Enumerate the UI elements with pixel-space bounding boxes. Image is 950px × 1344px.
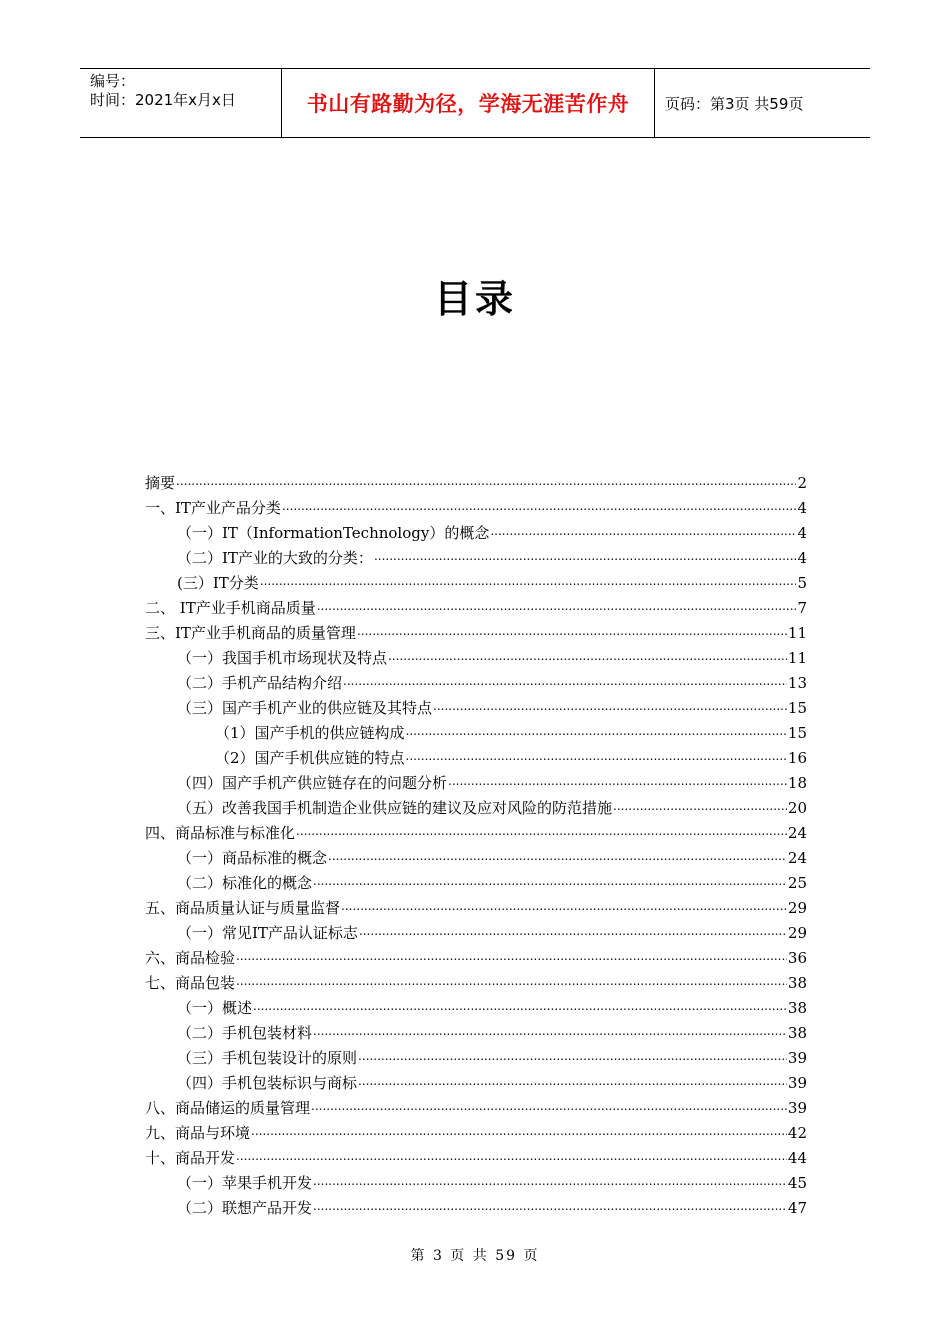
- toc-entry-page: 25: [787, 874, 807, 892]
- toc-entry-text: 十、商品开发: [145, 1149, 236, 1167]
- toc-entry-text: 八、商品储运的质量管理: [145, 1099, 311, 1117]
- toc-entry-page: 45: [787, 1174, 807, 1192]
- toc-entry-page: 39: [787, 1074, 807, 1092]
- toc-entry-text: 四、商品标准与标准化: [145, 824, 296, 842]
- toc-entry-page: 39: [787, 1049, 807, 1067]
- toc-leader-dots: [176, 463, 796, 488]
- toc-entry-text: （一）商品标准的概念: [177, 849, 328, 867]
- toc-leader-dots: [236, 938, 787, 963]
- toc-entry-page: 38: [787, 999, 807, 1017]
- toc-entry-page: 5: [797, 574, 807, 592]
- toc-entry-page: 29: [787, 899, 807, 917]
- toc-entry-text: （2）国产手机供应链的特点: [215, 749, 405, 767]
- toc-leader-dots: [341, 888, 787, 913]
- page-header: [80, 68, 870, 138]
- toc-leader-dots: [251, 1113, 787, 1138]
- toc-leader-dots: [236, 1138, 787, 1163]
- toc-leader-dots: [311, 1088, 787, 1113]
- toc-leader-dots: [406, 713, 787, 738]
- toc-leader-dots: [448, 763, 787, 788]
- header-page-label: 页码：第3页 共59页: [665, 94, 804, 113]
- toc-entry-text: 九、商品与环境: [145, 1124, 251, 1142]
- toc-entry-page: 36: [787, 949, 807, 967]
- page-footer: 第 3 页 共 59 页: [410, 1248, 540, 1264]
- toc-leader-dots: [253, 988, 787, 1013]
- toc-entry-text: （一）我国手机市场现状及特点: [177, 649, 388, 667]
- toc-entry-text: 七、商品包装: [145, 974, 236, 992]
- toc-entry-page: 4: [797, 549, 807, 567]
- toc-entry-page: 29: [787, 924, 807, 942]
- toc-entry-text: （一）概述: [177, 999, 253, 1017]
- toc-entry-page: 24: [787, 849, 807, 867]
- toc-leader-dots: [260, 563, 797, 588]
- toc-entry-text: (三）IT分类: [177, 574, 259, 592]
- toc-entry-page: 11: [787, 624, 807, 642]
- toc-entry[interactable]: [145, 1163, 807, 1192]
- toc-leader-dots: [357, 613, 787, 638]
- toc-entry-text: 一、IT产业产品分类: [145, 499, 281, 517]
- header-meta: [80, 69, 282, 137]
- toc-leader-dots: [388, 638, 787, 663]
- toc-leader-dots: [328, 838, 787, 863]
- toc-entry-page: 24: [787, 824, 807, 842]
- number-label: 编号：: [90, 72, 136, 90]
- toc-entry-text: （三）手机包装设计的原则: [177, 1049, 358, 1067]
- toc-entry-page: 16: [787, 749, 807, 767]
- header-page-cell: [655, 69, 870, 137]
- toc-entry-page: 15: [787, 699, 807, 717]
- toc-entry-page: 7: [797, 599, 807, 617]
- table-of-contents: [145, 463, 807, 1217]
- toc-leader-dots: [374, 538, 797, 563]
- toc-entry-text: （四）国产手机产供应链存在的问题分析: [177, 774, 448, 792]
- toc-entry-text: 六、商品检验: [145, 949, 236, 967]
- toc-leader-dots: [296, 813, 787, 838]
- toc-entry[interactable]: [145, 463, 807, 492]
- toc-entry-page: 4: [797, 524, 807, 542]
- toc-entry-text: （五）改善我国手机制造企业供应链的建议及应对风险的防范措施: [177, 799, 613, 817]
- toc-entry-text: （二）标准化的概念: [177, 874, 313, 892]
- toc-entry-page: 18: [787, 774, 807, 792]
- toc-leader-dots: [358, 1063, 787, 1088]
- toc-leader-dots: [490, 513, 796, 538]
- toc-leader-dots: [358, 1038, 787, 1063]
- toc-entry-text: （三）国产手机产业的供应链及其特点: [177, 699, 433, 717]
- toc-entry[interactable]: [145, 938, 807, 967]
- toc-entry-text: （二）联想产品开发: [177, 1199, 313, 1217]
- toc-entry-text: （一）苹果手机开发: [177, 1174, 313, 1192]
- toc-entry-text: 五、商品质量认证与质量监督: [145, 899, 341, 917]
- toc-leader-dots: [313, 863, 787, 888]
- toc-leader-dots: [236, 963, 787, 988]
- toc-entry-page: 11: [787, 649, 807, 667]
- time-label: 时间：2021年x月x日: [90, 91, 236, 109]
- toc-entry[interactable]: [145, 488, 807, 517]
- toc-leader-dots: [613, 788, 787, 813]
- toc-entry-page: 15: [787, 724, 807, 742]
- toc-entry-page: 47: [787, 1199, 807, 1217]
- toc-entry-text: （一）常见IT产品认证标志: [177, 924, 358, 942]
- toc-entry-page: 38: [787, 1024, 807, 1042]
- toc-entry-text: （二）手机产品结构介绍: [177, 674, 343, 692]
- toc-entry-page: 20: [787, 799, 807, 817]
- header-motto-cell: [282, 69, 655, 137]
- toc-leader-dots: [433, 688, 787, 713]
- toc-entry-page: 38: [787, 974, 807, 992]
- toc-entry-text: 摘要: [145, 474, 176, 492]
- toc-leader-dots: [282, 488, 797, 513]
- toc-entry-page: 39: [787, 1099, 807, 1117]
- toc-leader-dots: [343, 663, 787, 688]
- toc-leader-dots: [317, 588, 797, 613]
- toc-entry-text: （1）国产手机的供应链构成: [215, 724, 405, 742]
- toc-entry-text: （一）IT（InformationTechnology）的概念: [177, 524, 490, 542]
- toc-entry-page: 44: [787, 1149, 807, 1167]
- header-motto: 书山有路勤为径，学海无涯苦作舟: [306, 92, 630, 116]
- toc-leader-dots: [313, 1188, 787, 1213]
- toc-leader-dots: [313, 1163, 787, 1188]
- toc-entry[interactable]: [145, 988, 807, 1017]
- toc-entry[interactable]: [145, 963, 807, 992]
- toc-entry-text: 三、IT产业手机商品的质量管理: [145, 624, 356, 642]
- toc-entry-text: 二、 IT产业手机商品质量: [145, 599, 316, 617]
- toc-entry-page: 2: [797, 474, 807, 492]
- toc-entry-text: （四）手机包装标识与商标: [177, 1074, 358, 1092]
- toc-entry-page: 13: [787, 674, 807, 692]
- toc-leader-dots: [406, 738, 787, 763]
- toc-leader-dots: [313, 1013, 787, 1038]
- toc-entry-page: 4: [797, 499, 807, 517]
- toc-leader-dots: [359, 913, 787, 938]
- toc-entry[interactable]: [145, 1138, 807, 1167]
- toc-entry-text: （二）IT产业的大致的分类：: [177, 549, 373, 567]
- toc-title: 目录: [433, 277, 516, 321]
- toc-entry-page: 42: [787, 1124, 807, 1142]
- toc-entry-text: （二）手机包装材料: [177, 1024, 313, 1042]
